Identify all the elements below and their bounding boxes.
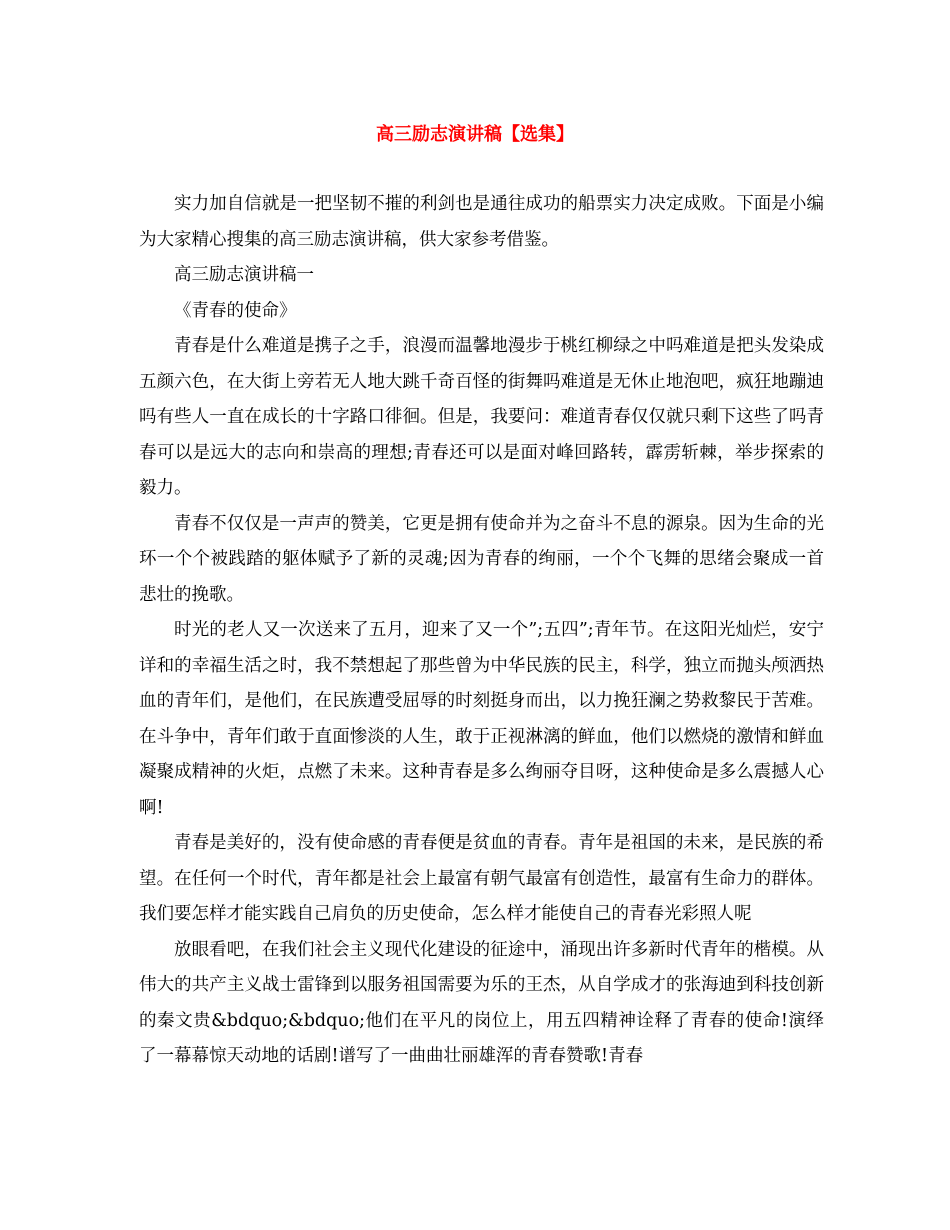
paragraph-body: 放眼看吧，在我们社会主义现代化建设的征途中，涌现出许多新时代青年的楷模。从伟大的共产主义战士雷锋到以服务祖国需要为乐的王杰，从自学成才的张海迪到科技创新的秦文贵&bdquo;&bdquo;他们在平凡的岗位上，用五四精神诠释了青春的使命!演绎了一幕幕惊天动地的话剧!谱写了一曲曲壮丽雄浑的青春赞歌!青春 (139, 939, 824, 1066)
paragraph-body: 时光的老人又一次送来了五月，迎来了又一个”;五四”;青年节。在这阳光灿烂，安宁详和的幸福生活之时，我不禁想起了那些曾为中华民族的民主，科学，独立而抛头颅洒热血的青年们，是他们，在民族遭受屈辱的时刻挺身而出，以力挽狂澜之势救黎民于苦难。在斗争中，青年们敢于直面惨淡的人生，敢于正视淋漓的鲜血，他们以燃烧的激情和鲜血凝聚成精神的火炬，点燃了未来。这种青春是多么绚丽夺目呀，这种使命是多么震撼人心啊! (139, 620, 824, 818)
paragraph-body: 青春是什么难道是携子之手，浪漫而温馨地漫步于桃红柳绿之中吗难道是把头发染成五颜六色，在大街上旁若无人地大跳千奇百怪的街舞吗难道是无休止地泡吧，疯狂地蹦迪吗有些人一直在成长的十字路口徘徊。但是，我要问：难道青春仅仅就只剩下这些了吗青春可以是远大的志向和崇高的理想;青春还可以是面对峰回路转，霹雳斩棘，举步探索的毅力。 (139, 336, 824, 498)
speech-title: 《青春的使命》 (174, 300, 297, 321)
section-heading: 高三励志演讲稿一 (174, 265, 314, 285)
paragraph-body: 青春是美好的，没有使命感的青春便是贫血的青春。青年是祖国的未来，是民族的希望。在任何一个时代，青年都是社会上最富有朝气最富有创造性，最富有生命力的群体。我们要怎样才能实践自己肩负的历史使命，怎么样才能使自己的青春光彩照人呢 (139, 833, 824, 924)
paragraph-intro: 实力加自信就是一把坚韧不摧的利剑也是通往成功的船票实力决定成败。下面是小编为大家精心搜集的高三励志演讲稿，供大家参考借鉴。 (139, 194, 824, 250)
document-title: 高三励志演讲稿【选集】 (376, 124, 574, 145)
paragraph-body: 青春不仅仅是一声声的赞美，它更是拥有使命并为之奋斗不息的源泉。因为生命的光环一个个被践踏的躯体赋予了新的灵魂;因为青春的绚丽，一个个飞舞的思绪会聚成一首悲壮的挽歌。 (139, 513, 824, 605)
document-body (139, 187, 824, 1075)
